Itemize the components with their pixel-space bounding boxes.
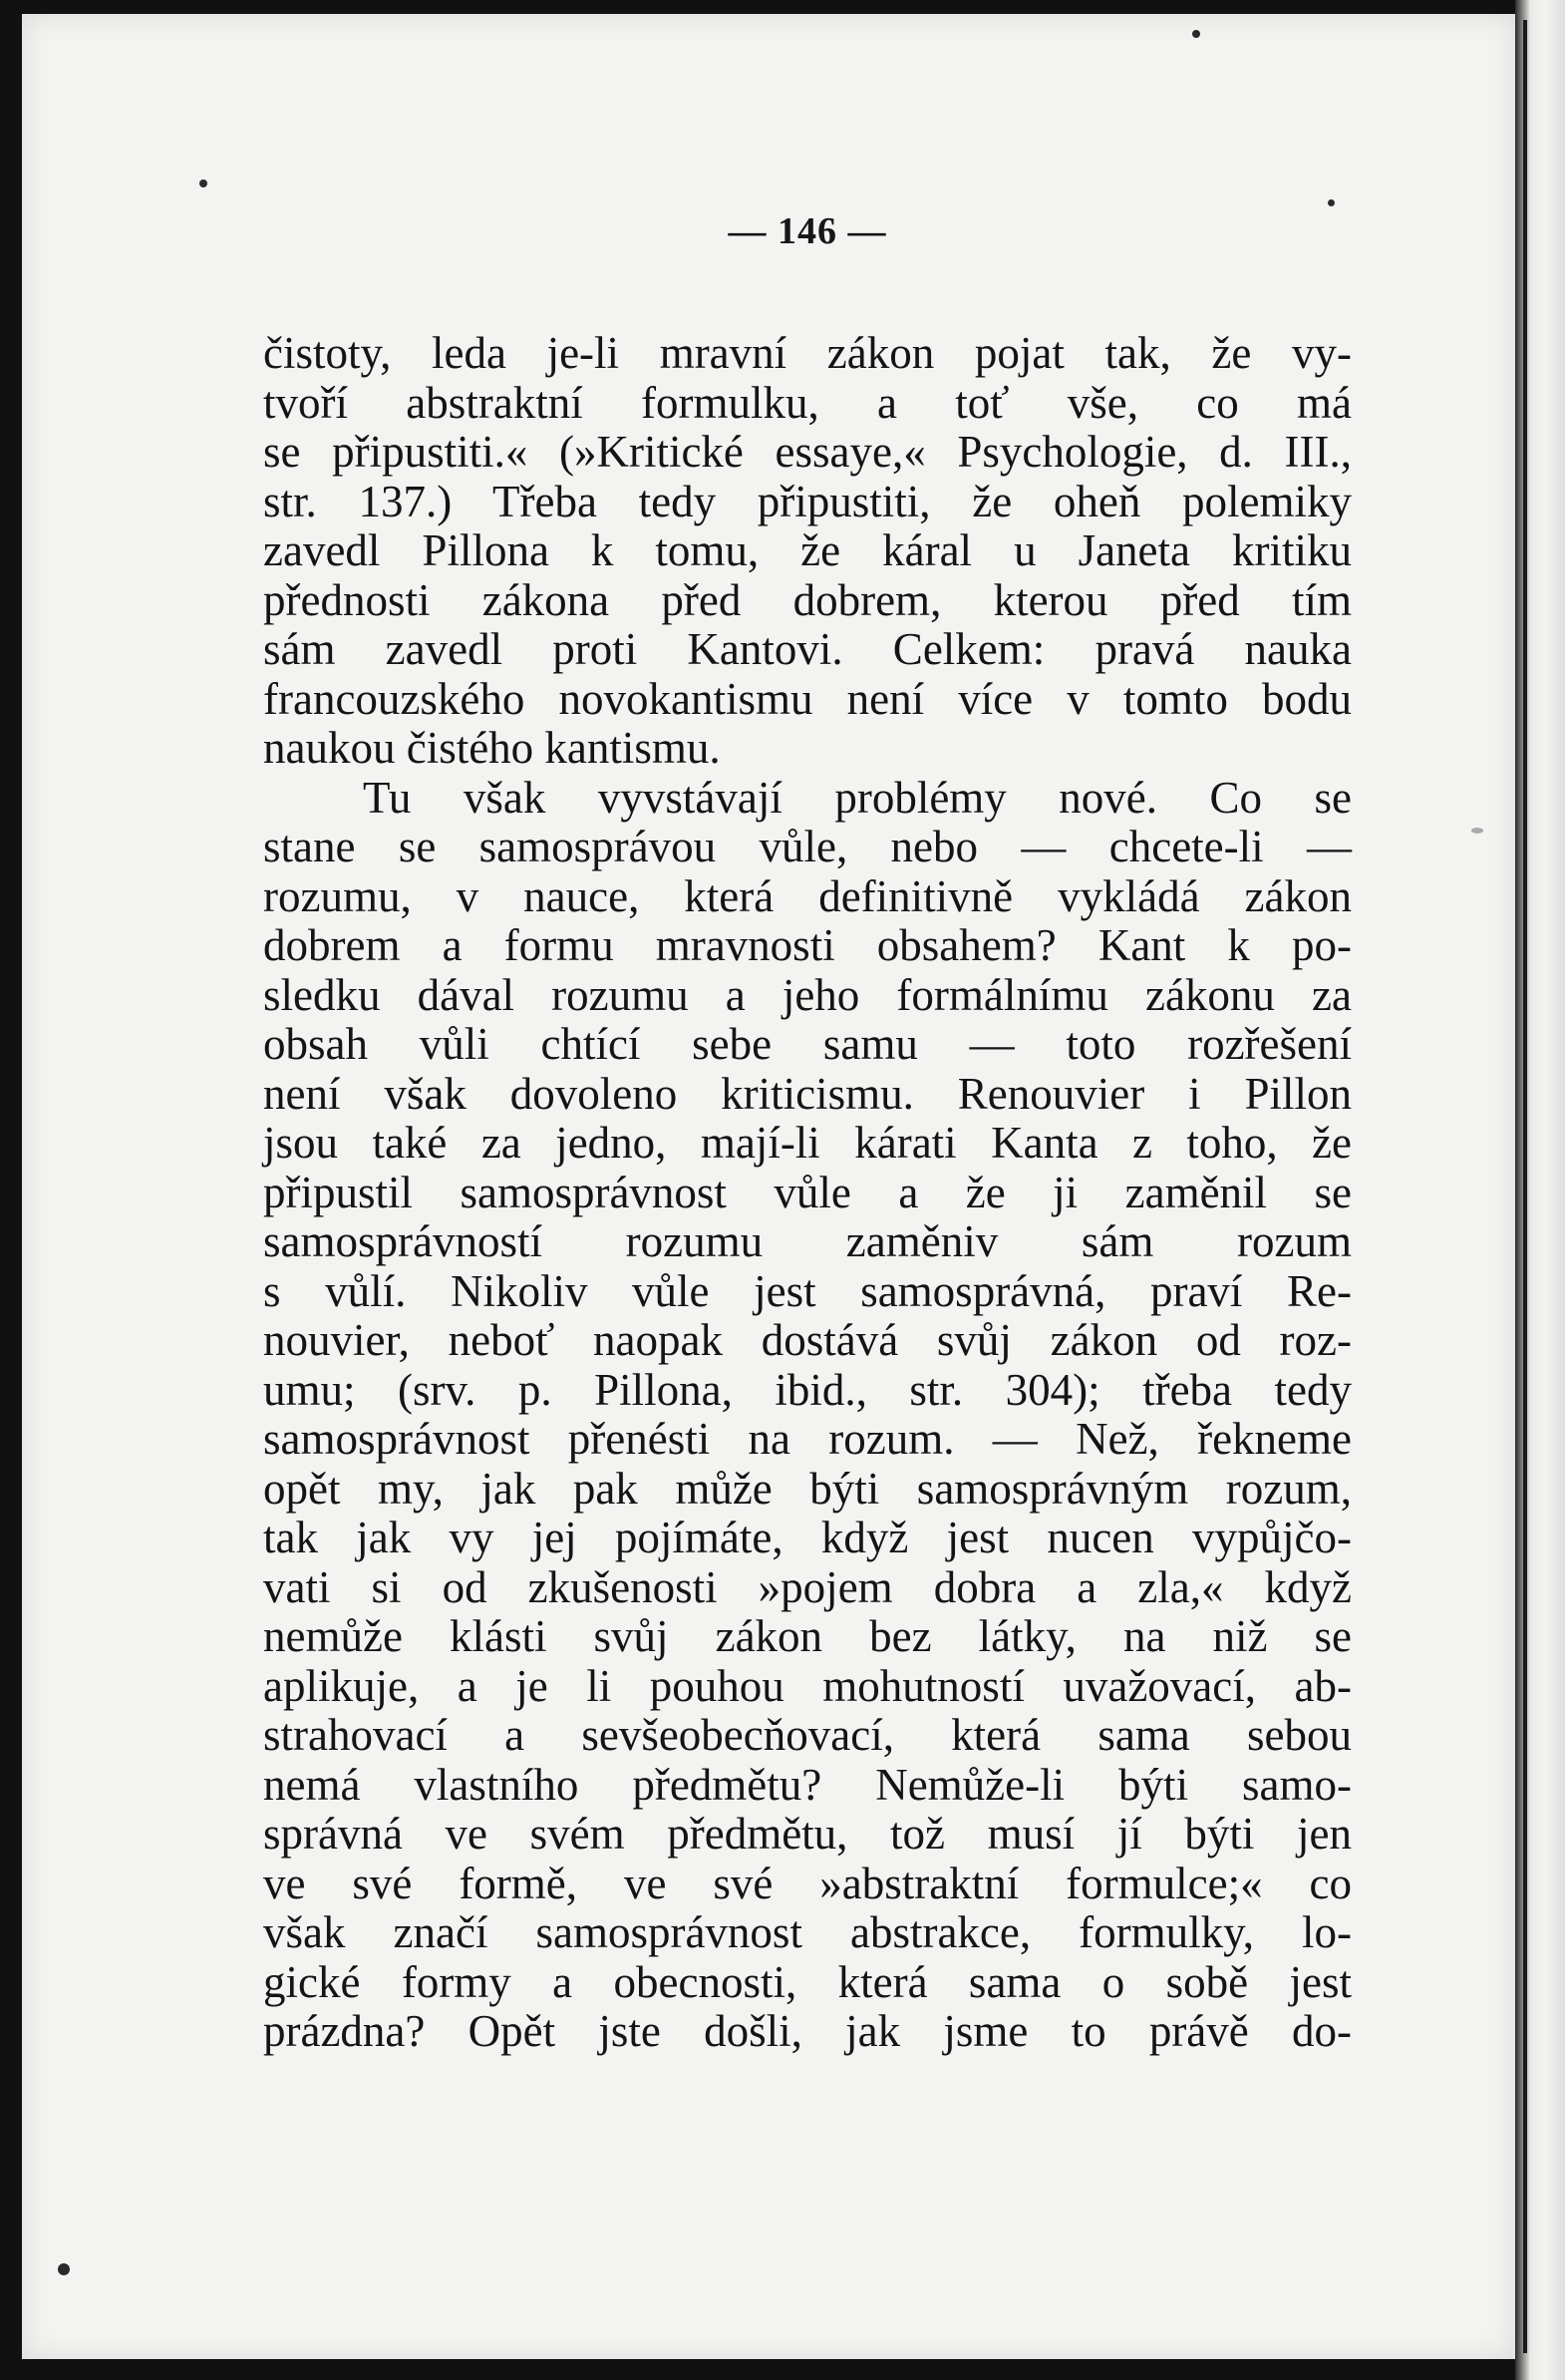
- text-line: gické formy a obecnosti, která sama o sobě jest: [263, 1956, 1352, 2007]
- text-line: správná ve svém předmětu, tož musí jí býti jen: [263, 1809, 1352, 1859]
- dust-speck: [199, 179, 207, 187]
- text-line: se připustiti.« (»Kritické essaye,« Psychologie, d. III.,: [263, 427, 1352, 477]
- text-line: prázdna? Opět jste došli, jak jsme to právě do-: [263, 2006, 1352, 2056]
- text-line: sám zavedl proti Kantovi. Celkem: pravá nauka: [263, 624, 1352, 674]
- text-line: nemůže klásti svůj zákon bez látky, na niž se: [263, 1611, 1352, 1661]
- text-line: není však dovoleno kriticismu. Renouvier i Pillon: [263, 1068, 1352, 1119]
- text-line: naukou čistého kantismu.: [263, 723, 721, 773]
- text-line: opět my, jak pak může býti samosprávným rozum,: [263, 1463, 1352, 1514]
- text-line: stane se samosprávou vůle, nebo — chcete-li —: [263, 822, 1352, 871]
- dust-speck: [1192, 30, 1200, 38]
- text-line: nemá vlastního předmětu? Nemůže-li býti samo-: [263, 1759, 1352, 1810]
- text-line: str. 137.) Třeba tedy připustiti, že oheň polemiky: [263, 476, 1352, 526]
- text-line: připustil samosprávnost vůle a že ji zaměnil se: [263, 1167, 1352, 1217]
- text-line: však značí samosprávnost abstrakce, formulky, lo-: [263, 1907, 1352, 1957]
- text-line: aplikuje, a je li pouhou mohutností uvažovací, ab-: [263, 1660, 1352, 1711]
- text-line: strahovací a sevšeobecňovací, která sama sebou: [263, 1710, 1352, 1760]
- binding-shadow-line: [1523, 20, 1527, 2353]
- text-line: ve své formě, ve své »abstraktní formulce;« co: [263, 1858, 1352, 1908]
- text-line: francouzského novokantismu není více v tomto bodu: [263, 673, 1352, 724]
- text-line: nouvier, neboť naopak dostává svůj zákon od roz-: [263, 1315, 1352, 1365]
- text-line: s vůlí. Nikoliv vůle jest samosprávná, praví Re-: [263, 1265, 1352, 1316]
- dust-speck: [1471, 828, 1483, 834]
- text-line: tak jak vy jej pojímáte, když jest nucen vypůjčo-: [263, 1513, 1352, 1562]
- text-line: rozumu, v nauce, která definitivně vykládá zákon: [263, 870, 1352, 921]
- text-line: vati si od zkušenosti »pojem dobra a zla,« když: [263, 1561, 1352, 1612]
- dust-speck: [58, 2263, 70, 2275]
- page-number: — 146 —: [728, 210, 887, 252]
- text-line: Tu však vyvstávají problémy nové. Co se: [363, 772, 1352, 823]
- text-line: umu; (srv. p. Pillona, ibid., str. 304); třeba tedy: [263, 1364, 1352, 1415]
- text-line: jsou také za jedno, mají-li kárati Kanta z toho, že: [263, 1118, 1352, 1168]
- body-text: [263, 329, 1352, 2057]
- dust-speck: [1328, 199, 1335, 206]
- text-line: dobrem a formu mravnosti obsahem? Kant k po-: [263, 920, 1352, 970]
- text-line: sledku dával rozumu a jeho formálnímu zákonu za: [263, 969, 1352, 1020]
- text-line: samosprávností rozumu zaměniv sám rozum: [263, 1216, 1352, 1266]
- text-line: čistoty, leda je-li mravní zákon pojat tak, že vy-: [263, 328, 1352, 378]
- text-line: tvoří abstraktní formulku, a toť vše, co má: [263, 377, 1352, 428]
- text-line: obsah vůli chtící sebe samu — toto rozřešení: [263, 1019, 1352, 1069]
- text-line: samosprávnost přenésti na rozum. — Než, řekneme: [263, 1414, 1352, 1464]
- text-line: přednosti zákona před dobrem, kterou před tím: [263, 574, 1352, 625]
- text-line: zavedl Pillona k tomu, že káral u Janeta kritiku: [263, 525, 1352, 575]
